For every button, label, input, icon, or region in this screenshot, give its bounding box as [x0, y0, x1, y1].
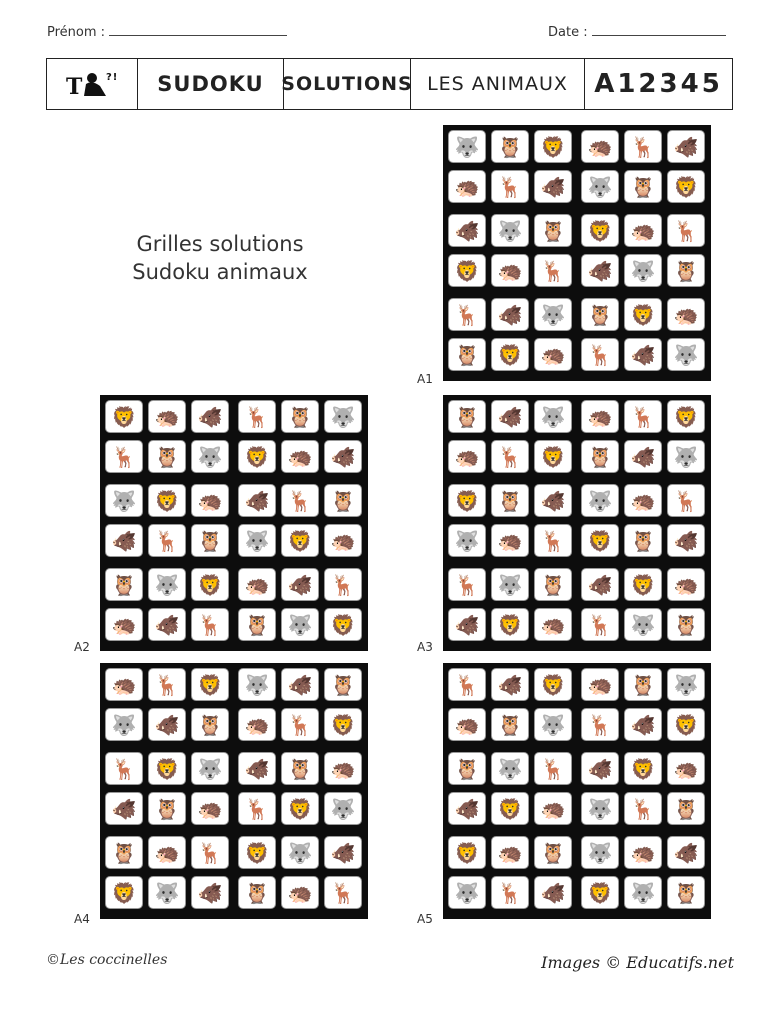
animal-cell-lion: 🦁	[667, 708, 705, 741]
animal-cell-loup: 🐺	[148, 568, 186, 601]
animal-cell-lion: 🦁	[448, 254, 486, 287]
title-solutions: SOLUTIONS	[284, 59, 411, 109]
animal-cell-chouette: 🦉	[324, 668, 362, 701]
animal-cell-cerf: 🦌	[281, 484, 319, 517]
sudoku-grid-a2	[100, 395, 368, 651]
grid-label: A2	[74, 640, 90, 654]
animal-cell-hérisson: 🦔	[324, 752, 362, 785]
animal-cell-sanglier: 🐗	[624, 708, 662, 741]
animal-cell-hérisson: 🦔	[624, 214, 662, 247]
animal-cell-cerf: 🦌	[191, 608, 229, 641]
date-label: Date :	[548, 25, 588, 40]
animal-cell-cerf: 🦌	[491, 170, 529, 203]
animal-cell-chouette: 🦉	[105, 836, 143, 869]
animal-cell-loup: 🐺	[448, 876, 486, 909]
animal-cell-loup: 🐺	[281, 608, 319, 641]
animal-cell-loup: 🐺	[581, 484, 619, 517]
animal-cell-loup: 🐺	[534, 708, 572, 741]
animal-cell-chouette: 🦉	[448, 338, 486, 371]
animal-cell-hérisson: 🦔	[281, 876, 319, 909]
title-sudoku: SUDOKU	[138, 59, 284, 109]
animal-cell-chouette: 🦉	[238, 876, 276, 909]
animal-cell-hérisson: 🦔	[148, 836, 186, 869]
animal-cell-lion: 🦁	[491, 338, 529, 371]
animal-cell-chouette: 🦉	[581, 440, 619, 473]
animal-cell-loup: 🐺	[238, 524, 276, 557]
animal-cell-chouette: 🦉	[238, 608, 276, 641]
animal-cell-cerf: 🦌	[491, 440, 529, 473]
animal-cell-chouette: 🦉	[667, 876, 705, 909]
animal-cell-hérisson: 🦔	[667, 298, 705, 331]
animal-cell-chouette: 🦉	[534, 836, 572, 869]
animal-cell-cerf: 🦌	[324, 568, 362, 601]
animal-cell-lion: 🦁	[624, 298, 662, 331]
footer-credit-right: Images © Educatifs.net	[541, 953, 734, 972]
animal-cell-chouette: 🦉	[148, 792, 186, 825]
animal-cell-loup: 🐺	[148, 876, 186, 909]
animal-cell-sanglier: 🐗	[238, 484, 276, 517]
animal-cell-lion: 🦁	[581, 876, 619, 909]
animal-cell-hérisson: 🦔	[624, 484, 662, 517]
sudoku-grid-a4	[100, 663, 368, 919]
animal-cell-lion: 🦁	[667, 400, 705, 433]
animal-cell-sanglier: 🐗	[324, 440, 362, 473]
animal-cell-chouette: 🦉	[667, 792, 705, 825]
animal-cell-loup: 🐺	[324, 792, 362, 825]
animal-cell-chouette: 🦉	[448, 752, 486, 785]
animal-cell-hérisson: 🦔	[448, 708, 486, 741]
animal-cell-cerf: 🦌	[491, 876, 529, 909]
animal-cell-loup: 🐺	[667, 440, 705, 473]
animal-cell-cerf: 🦌	[148, 668, 186, 701]
animal-cell-sanglier: 🐗	[191, 400, 229, 433]
title-bar	[46, 58, 733, 110]
animal-cell-lion: 🦁	[491, 608, 529, 641]
animal-cell-hérisson: 🦔	[534, 608, 572, 641]
animal-cell-sanglier: 🐗	[448, 214, 486, 247]
animal-cell-sanglier: 🐗	[105, 792, 143, 825]
animal-cell-loup: 🐺	[105, 484, 143, 517]
sudoku-grid-a1	[443, 125, 711, 381]
animal-cell-lion: 🦁	[534, 130, 572, 163]
animal-cell-cerf: 🦌	[581, 338, 619, 371]
intro-text	[100, 230, 340, 286]
animal-cell-loup: 🐺	[448, 524, 486, 557]
animal-cell-sanglier: 🐗	[534, 484, 572, 517]
animal-cell-lion: 🦁	[238, 440, 276, 473]
animal-cell-loup: 🐺	[105, 708, 143, 741]
animal-cell-lion: 🦁	[624, 568, 662, 601]
animal-cell-lion: 🦁	[448, 836, 486, 869]
animal-cell-loup: 🐺	[191, 440, 229, 473]
animal-cell-lion: 🦁	[448, 484, 486, 517]
animal-cell-hérisson: 🦔	[491, 836, 529, 869]
animal-cell-lion: 🦁	[624, 752, 662, 785]
animal-cell-lion: 🦁	[491, 792, 529, 825]
animal-cell-chouette: 🦉	[624, 170, 662, 203]
animal-cell-cerf: 🦌	[105, 752, 143, 785]
animal-cell-hérisson: 🦔	[581, 668, 619, 701]
animal-cell-loup: 🐺	[581, 792, 619, 825]
animal-cell-hérisson: 🦔	[667, 568, 705, 601]
animal-cell-chouette: 🦉	[491, 708, 529, 741]
animal-cell-sanglier: 🐗	[448, 792, 486, 825]
animal-cell-hérisson: 🦔	[581, 130, 619, 163]
animal-cell-loup: 🐺	[491, 568, 529, 601]
animal-cell-sanglier: 🐗	[148, 608, 186, 641]
animal-cell-loup: 🐺	[667, 668, 705, 701]
animal-cell-chouette: 🦉	[448, 400, 486, 433]
sudoku-grid-a3	[443, 395, 711, 651]
animal-cell-hérisson: 🦔	[491, 254, 529, 287]
animal-cell-sanglier: 🐗	[148, 708, 186, 741]
animal-cell-sanglier: 🐗	[534, 170, 572, 203]
grid-label: A3	[417, 640, 433, 654]
animal-cell-loup: 🐺	[534, 400, 572, 433]
animal-cell-chouette: 🦉	[491, 484, 529, 517]
prenom-label: Prénom :	[47, 25, 106, 40]
animal-cell-cerf: 🦌	[581, 608, 619, 641]
animal-cell-cerf: 🦌	[624, 400, 662, 433]
animal-cell-sanglier: 🐗	[581, 752, 619, 785]
animal-cell-chouette: 🦉	[491, 130, 529, 163]
date-blank-line[interactable]	[592, 24, 726, 36]
footer-credit-left: ©Les coccinelles	[46, 952, 168, 968]
animal-cell-hérisson: 🦔	[667, 752, 705, 785]
sudoku-grid-a5	[443, 663, 711, 919]
animal-cell-loup: 🐺	[624, 254, 662, 287]
animal-cell-lion: 🦁	[238, 836, 276, 869]
animal-cell-sanglier: 🐗	[448, 608, 486, 641]
animal-cell-hérisson: 🦔	[448, 170, 486, 203]
animal-cell-cerf: 🦌	[448, 568, 486, 601]
animal-cell-cerf: 🦌	[534, 752, 572, 785]
animal-cell-lion: 🦁	[105, 876, 143, 909]
animal-cell-sanglier: 🐗	[667, 836, 705, 869]
animal-cell-sanglier: 🐗	[624, 338, 662, 371]
intro-line-2: Sudoku animaux	[132, 260, 308, 284]
animal-cell-sanglier: 🐗	[491, 298, 529, 331]
animal-cell-sanglier: 🐗	[324, 836, 362, 869]
animal-cell-lion: 🦁	[324, 608, 362, 641]
grid-label: A4	[74, 912, 90, 926]
animal-cell-hérisson: 🦔	[281, 440, 319, 473]
animal-cell-cerf: 🦌	[148, 524, 186, 557]
animal-cell-loup: 🐺	[191, 752, 229, 785]
animal-cell-hérisson: 🦔	[324, 524, 362, 557]
animal-cell-cerf: 🦌	[238, 792, 276, 825]
animal-cell-loup: 🐺	[624, 876, 662, 909]
animal-cell-loup: 🐺	[534, 298, 572, 331]
animal-cell-cerf: 🦌	[448, 298, 486, 331]
animal-cell-hérisson: 🦔	[624, 836, 662, 869]
animal-cell-sanglier: 🐗	[191, 876, 229, 909]
animal-cell-chouette: 🦉	[281, 752, 319, 785]
prenom-blank-line[interactable]	[109, 24, 287, 36]
animal-cell-chouette: 🦉	[534, 214, 572, 247]
animal-cell-sanglier: 🐗	[281, 668, 319, 701]
animal-cell-chouette: 🦉	[105, 568, 143, 601]
animal-cell-lion: 🦁	[191, 568, 229, 601]
animal-cell-chouette: 🦉	[324, 484, 362, 517]
animal-cell-cerf: 🦌	[324, 876, 362, 909]
animal-cell-sanglier: 🐗	[667, 130, 705, 163]
animal-cell-chouette: 🦉	[148, 440, 186, 473]
animal-cell-cerf: 🦌	[667, 214, 705, 247]
animal-cell-chouette: 🦉	[191, 524, 229, 557]
animal-cell-cerf: 🦌	[667, 484, 705, 517]
animal-cell-sanglier: 🐗	[491, 400, 529, 433]
animal-cell-lion: 🦁	[581, 214, 619, 247]
animal-cell-lion: 🦁	[281, 524, 319, 557]
grid-label: A5	[417, 912, 433, 926]
animal-cell-hérisson: 🦔	[448, 440, 486, 473]
animal-cell-lion: 🦁	[534, 440, 572, 473]
animal-cell-cerf: 🦌	[281, 708, 319, 741]
animal-cell-hérisson: 🦔	[191, 484, 229, 517]
animal-cell-loup: 🐺	[491, 752, 529, 785]
animal-cell-chouette: 🦉	[667, 608, 705, 641]
animal-cell-hérisson: 🦔	[105, 668, 143, 701]
animal-cell-lion: 🦁	[581, 524, 619, 557]
animal-cell-chouette: 🦉	[624, 524, 662, 557]
date-field[interactable]	[548, 24, 726, 40]
animal-cell-loup: 🐺	[581, 836, 619, 869]
animal-cell-chouette: 🦉	[191, 708, 229, 741]
animal-cell-loup: 🐺	[624, 608, 662, 641]
animal-cell-hérisson: 🦔	[491, 524, 529, 557]
animal-cell-loup: 🐺	[448, 130, 486, 163]
animal-cell-chouette: 🦉	[624, 668, 662, 701]
prenom-field[interactable]	[47, 24, 287, 40]
animal-cell-chouette: 🦉	[667, 254, 705, 287]
animal-cell-sanglier: 🐗	[491, 668, 529, 701]
animal-cell-lion: 🦁	[667, 170, 705, 203]
animal-cell-loup: 🐺	[281, 836, 319, 869]
kids-logo-icon	[47, 59, 138, 109]
animal-cell-lion: 🦁	[534, 668, 572, 701]
animal-cell-cerf: 🦌	[581, 708, 619, 741]
animal-cell-sanglier: 🐗	[105, 524, 143, 557]
animal-cell-sanglier: 🐗	[581, 254, 619, 287]
animal-cell-hérisson: 🦔	[534, 338, 572, 371]
animal-cell-sanglier: 🐗	[238, 752, 276, 785]
animal-cell-chouette: 🦉	[581, 298, 619, 331]
animal-cell-loup: 🐺	[238, 668, 276, 701]
animal-cell-hérisson: 🦔	[534, 792, 572, 825]
animal-cell-cerf: 🦌	[624, 792, 662, 825]
animal-cell-sanglier: 🐗	[581, 568, 619, 601]
animal-cell-loup: 🐺	[324, 400, 362, 433]
animal-cell-sanglier: 🐗	[534, 876, 572, 909]
animal-cell-lion: 🦁	[324, 708, 362, 741]
animal-cell-lion: 🦁	[148, 484, 186, 517]
animal-cell-loup: 🐺	[581, 170, 619, 203]
animal-cell-hérisson: 🦔	[581, 400, 619, 433]
svg-text:?!: ?!	[106, 72, 119, 83]
animal-cell-hérisson: 🦔	[238, 568, 276, 601]
animal-cell-cerf: 🦌	[448, 668, 486, 701]
animal-cell-sanglier: 🐗	[624, 440, 662, 473]
animal-cell-cerf: 🦌	[238, 400, 276, 433]
animal-cell-loup: 🐺	[667, 338, 705, 371]
title-code: A12345	[594, 69, 723, 99]
animal-cell-lion: 🦁	[105, 400, 143, 433]
animal-cell-hérisson: 🦔	[105, 608, 143, 641]
animal-cell-lion: 🦁	[148, 752, 186, 785]
animal-cell-lion: 🦁	[191, 668, 229, 701]
animal-cell-sanglier: 🐗	[281, 568, 319, 601]
intro-line-1: Grilles solutions	[136, 232, 304, 256]
animal-cell-chouette: 🦉	[281, 400, 319, 433]
animal-cell-cerf: 🦌	[534, 524, 572, 557]
animal-cell-loup: 🐺	[491, 214, 529, 247]
grid-label: A1	[417, 372, 433, 386]
animal-cell-hérisson: 🦔	[238, 708, 276, 741]
svg-text:T: T	[66, 74, 84, 100]
animal-cell-hérisson: 🦔	[148, 400, 186, 433]
animal-cell-cerf: 🦌	[534, 254, 572, 287]
animal-cell-hérisson: 🦔	[191, 792, 229, 825]
animal-cell-chouette: 🦉	[534, 568, 572, 601]
animal-cell-cerf: 🦌	[191, 836, 229, 869]
title-les-animaux: LES ANIMAUX	[411, 59, 585, 109]
animal-cell-cerf: 🦌	[624, 130, 662, 163]
animal-cell-lion: 🦁	[281, 792, 319, 825]
animal-cell-sanglier: 🐗	[667, 524, 705, 557]
animal-cell-cerf: 🦌	[105, 440, 143, 473]
